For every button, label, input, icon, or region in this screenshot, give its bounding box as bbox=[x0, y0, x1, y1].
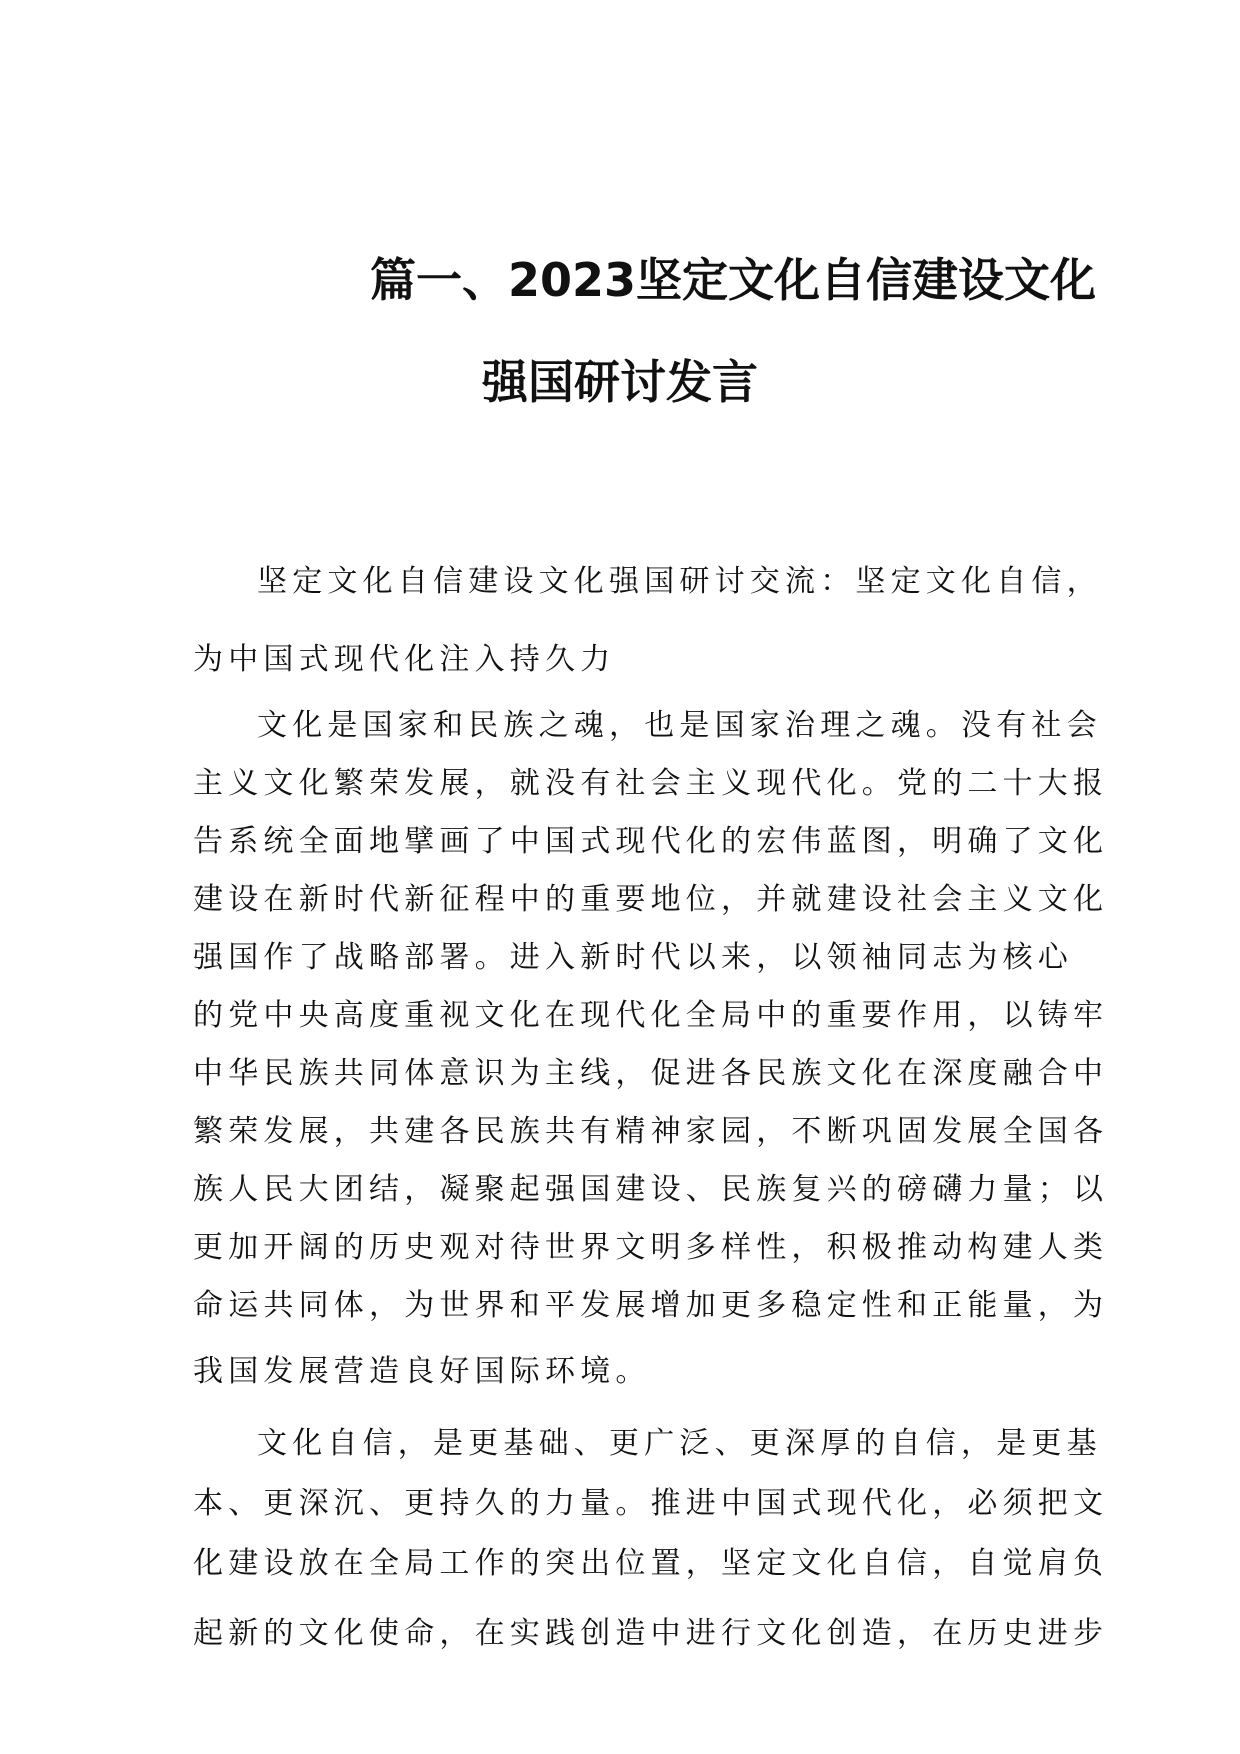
text-line: 的党中央高度重视文化在现代化全局中的重要作用，以铸牢 bbox=[193, 998, 1109, 1033]
text-line: 本、更深沉、更持久的力量。推进中国式现代化，必须把文 bbox=[193, 1486, 1109, 1521]
text-line: 繁荣发展，共建各民族共有精神家园，不断巩固发展全国各 bbox=[193, 1114, 1109, 1149]
title-line-2: 强国研讨发言 bbox=[482, 355, 758, 409]
text-line: 起新的文化使命，在实践创造中进行文化创造，在历史进步 bbox=[193, 1616, 1109, 1651]
text-line: 主义文化繁荣发展，就没有社会主义现代化。党的二十大报 bbox=[193, 766, 1109, 801]
text-line: 我国发展营造良好国际环境。 bbox=[193, 1354, 651, 1389]
text-line: 强国作了战略部署。进入新时代以来，以领袖同志为核心 bbox=[193, 940, 1073, 975]
text-line: 建设在新时代新征程中的重要地位，并就建设社会主义文化 bbox=[193, 882, 1109, 917]
text-line: 族人民大团结，凝聚起强国建设、民族复兴的磅礴力量；以 bbox=[193, 1172, 1109, 1207]
text-line: 文化自信，是更基础、更广泛、更深厚的自信，是更基 bbox=[257, 1426, 1102, 1461]
text-line: 告系统全面地擘画了中国式现代化的宏伟蓝图，明确了文化 bbox=[193, 824, 1109, 859]
text-line: 更加开阔的历史观对待世界文明多样性，积极推动构建人类 bbox=[193, 1230, 1109, 1265]
text-line: 坚定文化自信建设文化强国研讨交流：坚定文化自信， bbox=[257, 564, 1102, 599]
text-line: 命运共同体，为世界和平发展增加更多稳定性和正能量，为 bbox=[193, 1288, 1109, 1323]
text-line: 为中国式现代化注入持久力 bbox=[193, 642, 616, 677]
title-line-1: 篇一、2023坚定文化自信建设文化 bbox=[370, 253, 1097, 307]
text-line: 文化是国家和民族之魂，也是国家治理之魂。没有社会 bbox=[257, 708, 1102, 743]
text-line: 化建设放在全局工作的突出位置，坚定文化自信，自觉肩负 bbox=[193, 1546, 1109, 1581]
text-line: 中华民族共同体意识为主线，促进各民族文化在深度融合中 bbox=[193, 1056, 1109, 1091]
